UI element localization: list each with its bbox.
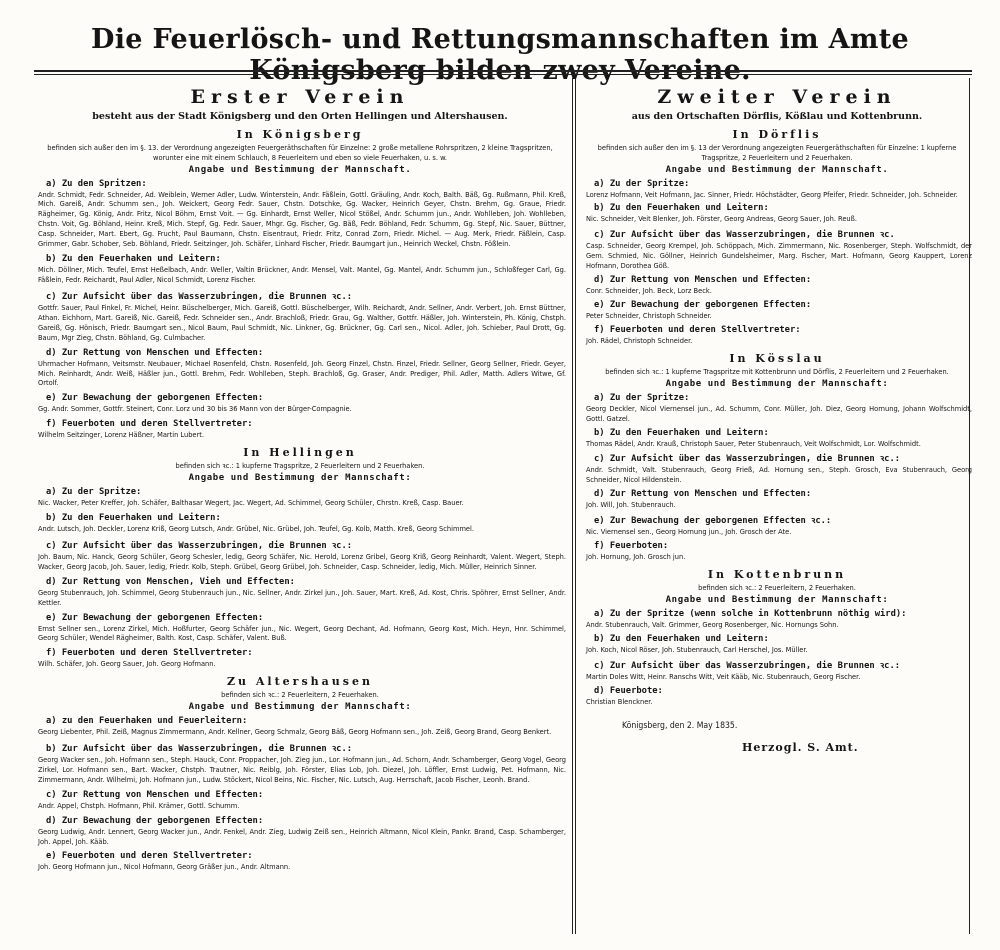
section-names: Martin Doles Witt, Heinr. Ranschs Witt, Veit Kääb, Nic. Stubenrauch, Georg Fischer.: [586, 671, 861, 681]
section-title: c) Zur Rettung von Menschen und Effecten:: [46, 789, 264, 800]
date-line: Königsberg, den 2. May 1835.: [622, 720, 738, 731]
place-heading: In Dörflis: [732, 128, 822, 141]
section-title: c) Zur Aufsicht über das Wasserzubringen, die Brunnen ꝛc.:: [46, 291, 353, 302]
signature: Herzogl. S. Amt.: [742, 740, 859, 754]
section-title: c) Zur Aufsicht über das Wasserzubringen, die Brunnen ꝛc.:: [46, 540, 353, 551]
section-names: Georg Deckler, Nicol Viernensel jun., Ad. Schumm, Conr. Müller, Joh. Diez, Georg Hornung, Johann Wolfschmidt, Gottl. Gatzel.: [586, 403, 972, 423]
right-heading: Zweiter Verein: [657, 86, 897, 108]
section-title: d) Zur Bewachung der geborgenen Effecten:: [46, 815, 264, 826]
equipment-note: befinden sich außer den im §. 13 der Verordnung angezeigten Feuergeräthschaften für Einzelne: 1 kupferne Tragspritze, 2 Feuerleitern und 2 Feuerhaken.: [597, 143, 957, 162]
top-rule-thin: [34, 74, 972, 75]
section-title: f) Feuerboten und deren Stellvertreter:: [46, 648, 253, 659]
section-title: c) Zur Aufsicht über das Wasserzubringen, die Brunnen ꝛc.: [594, 230, 895, 241]
section-title: e) Zur Bewachung der geborgenen Effecten:: [46, 612, 264, 623]
section-title: b) Zu den Feuerhaken und Leitern:: [594, 427, 769, 438]
right-subheading: aus den Ortschaften Dörflis, Kößlau und Kottenbrunn.: [631, 111, 923, 122]
section-title: a) Zu den Spritzen:: [46, 178, 147, 189]
section-names: Joh. Rädel, Christoph Schneider.: [586, 335, 693, 345]
equipment-note: befinden sich ꝛc.: 2 Feuerleitern, 2 Feuerhaken.: [698, 583, 856, 593]
section-title: b) Zur Aufsicht über das Wasserzubringen, die Brunnen ꝛc.:: [46, 743, 353, 754]
crew-heading: Angabe und Bestimmung der Mannschaft.: [665, 164, 889, 175]
section-title: a) zu den Feuerhaken und Feuerleitern:: [46, 716, 248, 727]
section-title: e) Zur Bewachung der geborgenen Effecten:: [594, 300, 812, 311]
section-names: Joh. Georg Hofmann jun., Nicol Hofmann, Georg Gräßer jun., Andr. Altmann.: [38, 862, 291, 872]
section-names: Georg Wacker sen., Joh. Hofmann sen., Steph. Hauck, Conr. Proppacher, Joh. Zieg jun., Lor. Hofmann jun., Ad. Schorn, Andr. Schamberger, Georg Vogel, Georg Zirkel, Lor. Hofmann sen., Bart. Wacker, Chstph. Trautner, Nic. Reiblg, Joh. Förster, Elias Lob, Joh. Diezel, Joh. Löffler, Ernst Ludwig, Pet. Hofmann, Nic. Zimmermann, Andr. Wilhelmi, Joh. Hofmann jun., Ludw. Stöckert, Nicol Beins, Nic. Fischer, Nic. Lutsch, Aug. Herrschaft, Jacob Fischer, Leonh. Brand.: [38, 754, 566, 784]
crew-heading: Angabe und Bestimmung der Mannschaft:: [188, 702, 412, 713]
section-names: Andr. Schmidt, Valt. Stubenrauch, Georg Frieß, Ad. Hornung sen., Steph. Grosch, Eva Stubenrauch, Georg Schneider, Nicol Hildenstein.: [586, 465, 972, 485]
section-names: Christian Blenckner.: [586, 696, 653, 706]
section-names: Georg Liebenter, Phil. Zeiß, Magnus Zimmermann, Andr. Kellner, Georg Schmalz, Georg Bäß, Georg Hofmann sen., Joh. Zeiß, Georg Brand, Georg Benkert.: [38, 727, 552, 737]
place-heading: In Hellingen: [243, 446, 357, 460]
section-title: e) Feuerboten und deren Stellvertreter:: [46, 851, 253, 862]
section-names: Georg Stubenrauch, Joh. Schimmel, Georg Stubenrauch jun., Nic. Sellner, Andr. Zirkel jun., Joh. Sauer, Mart. Kreß, Ad. Kost, Chris. Spöhrer, Ernst Sellner, Andr. Kettler.: [38, 587, 566, 607]
page-title: Die Feuerlösch- und Rettungsmannschaften im Amte: [91, 24, 909, 55]
right-column: [582, 80, 972, 780]
section-title: f) Feuerboten:: [594, 541, 669, 552]
equipment-note: befinden sich ꝛc.: 1 kupferne Tragspritze mit Kottenbrunn und Dörflis, 2 Feuerleitern und 2 Feuerhaken.: [605, 366, 949, 376]
section-title: f) Feuerboten und deren Stellvertreter:: [594, 324, 801, 335]
section-title: d) Zur Rettung von Menschen und Effecten:: [46, 347, 264, 358]
section-names: Thomas Rädel, Andr. Krauß, Christoph Sauer, Peter Stubenrauch, Veit Wolfschmidt, Lor. Wolfschmidt.: [586, 438, 921, 448]
section-title: a) Zu der Spritze:: [594, 178, 690, 189]
section-title: e) Zur Bewachung der geborgenen Effecten:: [46, 393, 264, 404]
section-names: Uhrmacher Hofmann, Veitsmstr. Neubauer, Michael Rosenfeld, Chstn. Rosenfeld, Joh. Georg Finzel, Chstn. Finzel, Friedr. Sellner, Georg Sellner, Friedr. Geyer, Mich. Reinhardt, Andr. Weiß, Häßler jun., Gottl. Brehm, Fedr. Wohlleben, Steph. Brachloß, Gg. Graser, Andr. Prediger, Phil. Adler, Matth. Adlers Witwe, Gf. Ortolf.: [38, 358, 566, 388]
section-names: Nic. Viernensel sen., Georg Hornung jun., Joh. Grosch der Ate.: [586, 527, 792, 537]
section-title: a) Zu der Spritze:: [46, 486, 142, 497]
section-names: Mich. Döllner, Mich. Teufel, Ernst Heßelbach, Andr. Weller, Valtin Brückner, Andr. Mensel, Valt. Mantel, Gg. Mantel, Andr. Schumm jun., Schloßfeger Carl, Gg. Fäßlein, Fedr. Reichardt, Paul Adler, Nicol Schmidt, Lorenz Fischer.: [38, 265, 566, 284]
section-names: Peter Schneider, Christoph Schneider.: [586, 311, 712, 321]
place-heading: In Kösslau: [729, 351, 825, 365]
section-title: b) Zu den Feuerhaken und Leitern:: [46, 254, 221, 265]
section-names: Andr. Schmidt, Fedr. Schneider, Ad. Weiblein, Werner Adler, Ludw. Winterstein, Andr. Fäßlein, Gottl. Gräuling, Andr. Koch, Balth. Bäß, Gg. Rußmann, Phil. Kreß, Mich. Gareiß, Andr. Schumm sen., Joh. Weickert, Georg Fedr. Sauer, Chstn. Dotschke, Gg. Wacker, Heinrich Geyer, Chstn. Brehm, Gg. Graue, Friedr. Rägheimer, Gg. König, Andr. Fritz, Nicol Böhm, Ernst Voit. — Gg. Einhardt, Ernst Weller, Nicol Stößel, Andr. Schumm jun., Andr. Wohlleben, Joh. Wohlleben, Chstn. Voit, Gg. Böhland, Heinr. Kreß, Mich. Stepf, Gg. Fedr. Sauer, Mhgr. Gg. Fischer, Gg. Bäß, Fedr. Böhland, Fedr. Schumm, Gg. Stepf, Nic. Sauer, Büttner, Casp. Schneider, Mart. Ebert, Gg. Frucht, Paul Baumann, Chstn. Eisentraut, Friedr. Fritz, Conrad Zorn, Friedr. Michel. — Aug. Merk, Friedr. Fäßlein, Casp. Grimmer, Gabr. Schober, Seb. Böhland, Friedr. Seitzinger, Joh. Schäfer, Linhard Fischer, Friedr. Baumgart jun., Heinrich Weckel, Chstn. Fößlein.: [38, 189, 566, 249]
section-title: c) Zur Aufsicht über das Wasserzubringen, die Brunnen ꝛc.:: [594, 660, 901, 671]
section-title: b) Zu den Feuerhaken und Leitern:: [46, 512, 221, 523]
section-title: b) Zu den Feuerhaken und Leitern:: [594, 633, 769, 644]
section-title: b) Zu den Feuerhaken und Leitern:: [594, 203, 769, 214]
column-divider: [572, 78, 573, 934]
crew-heading: Angabe und Bestimmung der Mannschaft:: [188, 472, 412, 483]
section-names: Joh. Will, Joh. Stubenrauch.: [586, 500, 676, 510]
top-rule: [34, 70, 972, 72]
place-heading: In Königsberg: [236, 128, 364, 141]
crew-heading: Angabe und Bestimmung der Mannschaft:: [665, 594, 889, 605]
section-names: Wilh. Schäfer, Joh. Georg Sauer, Joh. Georg Hofmann.: [38, 659, 216, 669]
section-title: d) Feuerbote:: [594, 685, 663, 696]
section-names: Georg Ludwig, Andr. Lennert, Georg Wacker jun., Andr. Fenkel, Andr. Zieg, Ludwig Zeiß sen., Heinrich Altmann, Nicol Klein, Pankr. Brand, Casp. Schamberger, Joh. Appel, Joh. Kääb.: [38, 826, 566, 846]
section-names: Gottfr. Sauer, Paul Finkel, Fr. Michel, Heinr. Büschelberger, Mich. Gareiß, Gottl. Büschelberger, Wilh. Reichardt, Andr. Sellner, Andr. Verbert, Joh. Ernst Büttner, Athan. Eichhorn, Mart. Gareiß, Nic. Gareiß, Fedr. Schneider sen., Andr. Brachloß, Friedr. Grau, Gg. Walther, Gottfr. Häßler, Joh. Winterstein, Ph. König, Chstph. Gareiß, Gg. Hönisch, Friedr. Baumgart sen., Nicol Baum, Paul Schmidt, Nic. Linkner, Gg. Brückner, Gg. Carl sen., Nicol. Adler, Joh. Schieber, Paul Drott, Gg. Baum, Mgr Zieg, Chstn. Böhland, Gg. Culmbacher.: [38, 302, 566, 342]
crew-heading: Angabe und Bestimmung der Mannschaft:: [665, 378, 889, 389]
section-title: f) Feuerboten und deren Stellvertreter:: [46, 419, 253, 430]
equipment-note: befinden sich außer den im §. 13. der Verordnung angezeigten Feuergeräthschaften für Einzelne: 2 große metallene Rohrspritzen, 2 kleine Tragspritzen, worunter eine mit einem Schlauch, 8 Feuerleitern und eben so viele Feuerhaken, u. s. w.: [47, 143, 553, 162]
section-title: e) Zur Bewachung der geborgenen Effecten ꝛc.:: [594, 516, 832, 527]
crew-heading: Angabe und Bestimmung der Mannschaft.: [188, 164, 412, 175]
equipment-note: befinden sich ꝛc.: 2 Feuerleitern, 2 Feuerhaken.: [221, 690, 379, 700]
section-names: Joh. Hornung, Joh. Grosch jun.: [586, 552, 686, 562]
section-names: Joh. Baum, Nic. Hanck, Georg Schüler, Georg Schesler, ledig, Georg Schäfer, Nic. Herold, Lorenz Gribel, Georg Kriß, Georg Reinhardt, Valent. Wegert, Steph. Wacker, Georg Jacob, Joh. Sauer, ledig, Friedr. Kolb, Steph. Grübel, Georg Grübel, Joh. Schneider, Casp. Schneider, ledig, Mich. Müller, Heinrich Sinner.: [38, 551, 566, 571]
section-names: Andr. Lutsch, Joh. Deckler, Lorenz Kriß, Georg Lutsch, Andr. Grübel, Nic. Grübel, Joh. Teufel, Gg. Kolb, Matth. Kreß, Georg Schimmel.: [38, 523, 474, 533]
section-names: Lorenz Hofmann, Veit Hofmann, Jac. Sinner, Friedr. Höchstädter, Georg Pfeifer, Friedr. Schneider, Joh. Schneider.: [586, 189, 958, 199]
section-names: Ernst Sellner sen., Lorenz Zirkel, Mich. Hoßfurter, Georg Schäfer jun., Nic. Wegert, Georg Dechant, Ad. Hofmann, Georg Kost, Mich. Heyn, Hnr. Schimmel, Georg Schüler, Wendel Rägheimer, Balth. Kost, Casp. Schäfer, Valent. Buß.: [38, 623, 566, 643]
section-names: Conr. Schneider, Joh. Beck, Lorz Beck.: [586, 286, 712, 296]
place-heading: Zu Altershausen: [227, 675, 373, 689]
section-title: c) Zur Aufsicht über das Wasserzubringen, die Brunnen ꝛc.:: [594, 454, 901, 465]
section-names: Joh. Koch, Nicol Röser, Joh. Stubenrauch, Carl Herschel, Jos. Müller.: [586, 644, 808, 654]
section-names: Wilhelm Seitzinger, Lorenz Häßner, Martin Lubert.: [38, 430, 204, 440]
place-heading: In Kottenbrunn: [707, 568, 847, 582]
section-names: Casp. Schneider, Georg Krempel, Joh. Schöppach, Mich. Zimmermann, Nic. Rosenberger, Steph. Wolfschmidt, der Gem. Schmied, Nic. Göllner, Heinrich Gundelsheimer, Marg. Fischer, Mart. Hofmann, Georg Kauppert, Lorenz Hofmann, Dorothea Göß.: [586, 241, 972, 271]
section-title: d) Zur Rettung von Menschen, Vieh und Effecten:: [46, 576, 295, 587]
section-names: Gg. Andr. Sommer, Gottfr. Steinert, Conr. Lorz und 30 bis 36 Mann von der Bürger-Compagnie.: [38, 404, 352, 414]
section-names: Andr. Appel, Chstph. Hofmann, Phil. Krämer, Gottl. Schumm.: [38, 800, 240, 810]
section-title: d) Zur Rettung von Menschen und Effecten:: [594, 275, 812, 286]
section-names: Nic. Schneider, Veit Blenker, Joh. Förster, Georg Andreas, Georg Sauer, Joh. Reuß.: [586, 214, 857, 224]
section-names: Andr. Stubenrauch, Valt. Grimmer, Georg Rosenberger, Nic. Hornungs Sohn.: [586, 619, 839, 629]
left-column: [34, 80, 566, 932]
section-names: Nic. Wacker, Peter Kreffer, Joh. Schäfer, Balthasar Wegert, Jac. Wegert, Ad. Schimmel, Georg Schüler, Chrstn. Kreß, Casp. Bauer.: [38, 497, 464, 507]
section-title: a) Zu der Spritze:: [594, 392, 690, 403]
left-subheading: besteht aus der Stadt Königsberg und den Orten Hellingen und Altershausen.: [92, 111, 508, 122]
section-title: a) Zu der Spritze (wenn solche in Kottenbrunn nöthig wird):: [594, 608, 907, 619]
left-heading: Erster Verein: [190, 86, 410, 108]
section-title: d) Zur Rettung von Menschen und Effecten:: [594, 489, 812, 500]
column-divider-second: [575, 78, 576, 934]
equipment-note: befinden sich ꝛc.: 1 kupferne Tragspritze, 2 Feuerleitern und 2 Feuerhaken.: [175, 461, 425, 471]
